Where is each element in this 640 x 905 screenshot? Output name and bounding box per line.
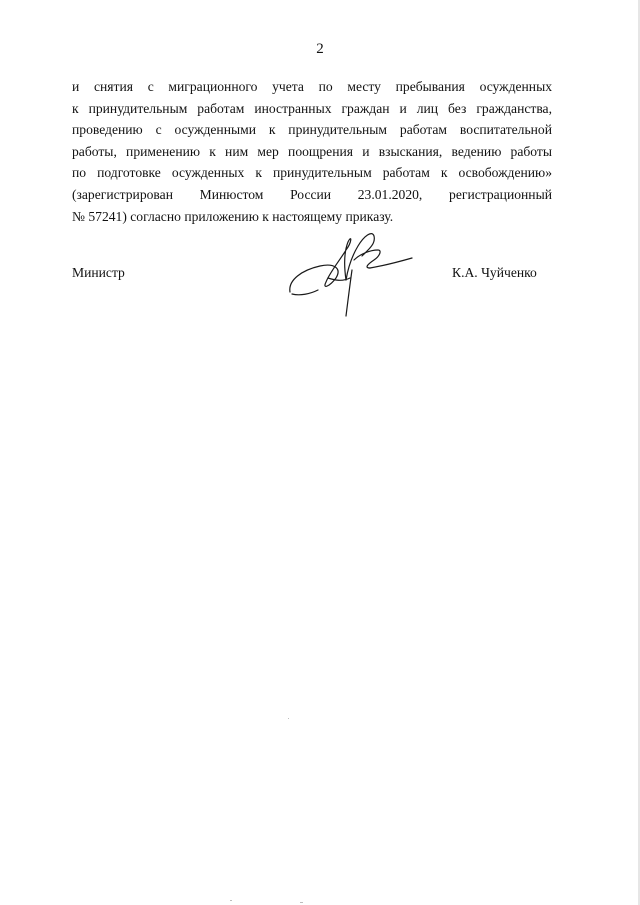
page-number: 2 (316, 41, 324, 57)
body-line: № 57241) согласно приложению к настоящему приказу. (72, 208, 394, 224)
body-line: к принудительным работам иностранных граждан и лиц без гражданства, (72, 100, 552, 116)
body-line: и снятия с миграционного учета по месту пребывания осужденных (72, 79, 552, 94)
body-line: по подготовке осужденных к принудительным работам к освобождению» (72, 165, 552, 181)
scan-speck (230, 900, 232, 901)
signatory-position: Министр (72, 265, 125, 280)
scan-speck (300, 902, 303, 903)
body-line: работы, применению к ним мер поощрения и взыскания, ведению работы (72, 143, 552, 159)
body-line: (зарегистрирован Минюстом России 23.01.2020, регистрационный (72, 186, 552, 202)
body-paragraph (72, 76, 552, 227)
body-line: проведению с осужденными к принудительным работам воспитательной (72, 122, 552, 138)
signatory-name: К.А. Чуйченко (452, 265, 537, 280)
scan-speck (288, 718, 289, 719)
handwritten-signature (282, 220, 422, 320)
